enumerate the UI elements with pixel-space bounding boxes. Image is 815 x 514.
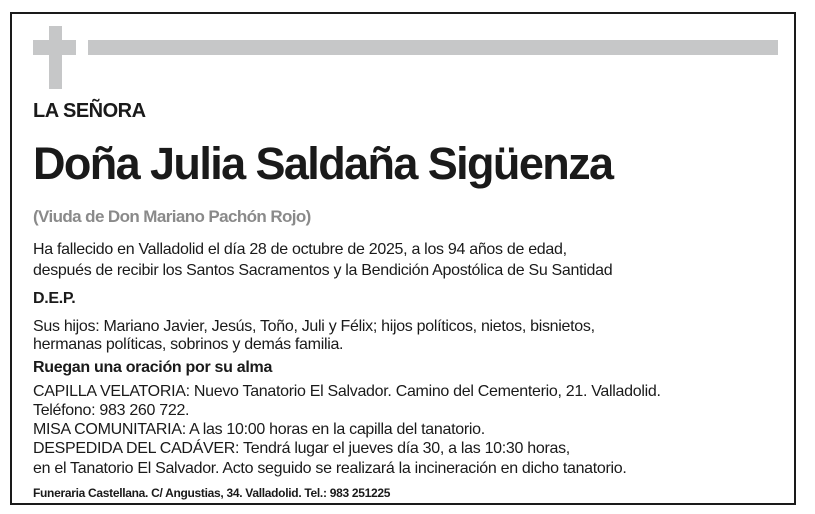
header-rule [88, 40, 778, 55]
funeral-home-footer: Funeraria Castellana. C/ Angustias, 34. Valladolid. Tel.: 983 251225 [33, 486, 391, 500]
subtitle: (Viuda de Don Mariano Pachón Rojo) [33, 207, 311, 226]
prayer: Ruegan una oración por su alma [33, 359, 273, 376]
family-line: Sus hijos: Mariano Javier, Jesús, Toño, Juli y Félix; hijos políticos, nietos, bisnietos, [33, 318, 595, 335]
death-notice-line: Ha fallecido en Valladolid el día 28 de octubre de 2025, a los 94 años de edad, [33, 241, 567, 258]
deceased-name: Doña Julia Saldaña Sigüenza [33, 138, 613, 189]
heading: LA SEÑORA [33, 100, 146, 122]
family-line: hermanas políticas, sobrinos y demás familia. [33, 336, 344, 353]
detail-line: DESPEDIDA DEL CADÁVER: Tendrá lugar el jueves día 30, a las 10:30 horas, [33, 440, 570, 457]
detail-line: MISA COMUNITARIA: A las 10:00 horas en la capilla del tanatorio. [33, 421, 485, 438]
detail-line: CAPILLA VELATORIA: Nuevo Tanatorio El Salvador. Camino del Cementerio, 21. Valladolid. [33, 383, 661, 400]
detail-line: en el Tanatorio El Salvador. Acto seguido se realizará la incineración en dicho tanatorio. [33, 460, 627, 477]
death-notice-line: después de recibir los Santos Sacramentos y la Bendición Apostólica de Su Santidad [33, 262, 613, 279]
dep: D.E.P. [33, 290, 76, 307]
detail-line: Teléfono: 983 260 722. [33, 402, 190, 419]
